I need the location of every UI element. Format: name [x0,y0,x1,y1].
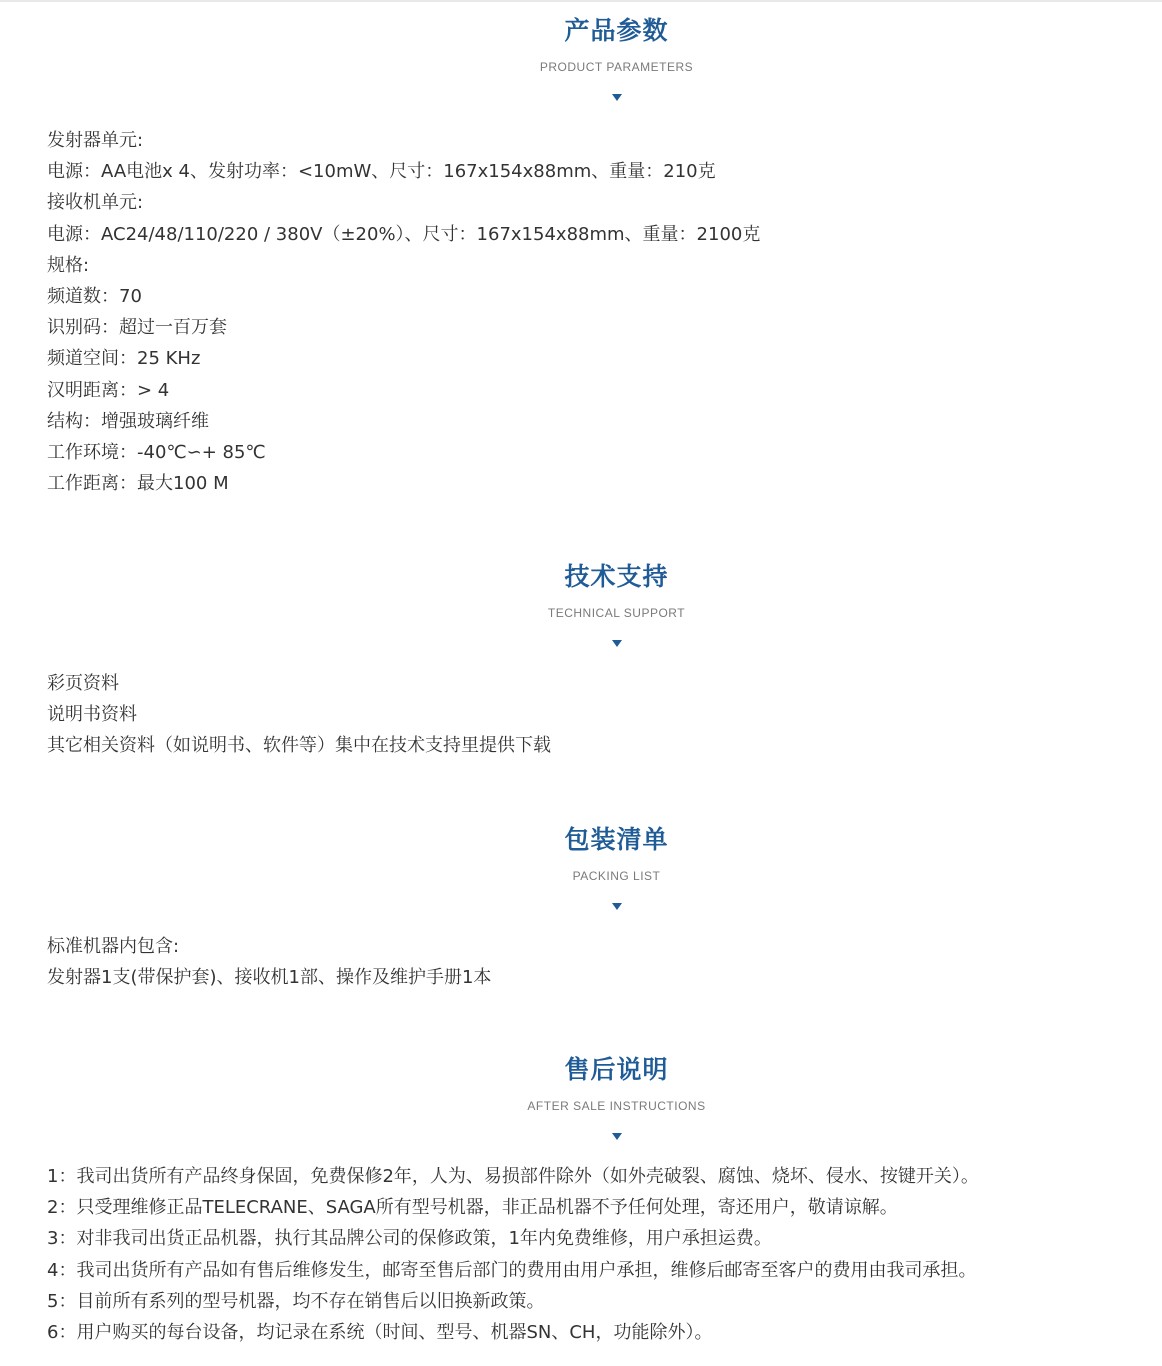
support-text [47,668,1137,762]
text-line: 5：目前所有系列的型号机器，均不存在销售后以旧换新政策。 [47,1290,545,1312]
section-header-after-sale [71,1055,1162,1140]
text-line: 3：对非我司出货正品机器，执行其品牌公司的保修政策，1年内免费维修，用户承担运费。 [47,1228,772,1250]
text-line: 说明书资料 [47,704,137,726]
text-line: 结构：增强玻璃纤维 [47,410,209,432]
text-line: 规格: [47,254,90,276]
params-text [47,125,1137,499]
section-subtitle: PACKING LIST [572,869,661,883]
section-subtitle: PRODUCT PARAMETERS [539,60,694,74]
text-line: 频道数：70 [47,285,142,307]
text-line: 识别码：超过一百万套 [47,317,227,339]
text-line: 工作环境：-40℃∽+ 85℃ [47,441,266,463]
section-title: 售后说明 [564,1055,669,1084]
after-sale-text [47,1161,1137,1348]
text-line: 6：用户购买的每台设备，均记录在系统（时间、型号、机器SN、CH，功能除外）。 [47,1321,713,1343]
text-line: 1：我司出货所有产品终身保固，免费保修2年，人为、易损部件除外（如外壳破裂、腐蚀、烧坏、侵水、按键开关）。 [47,1166,979,1187]
text-line: 发射器1支(带保护套)、接收机1部、操作及维护手册1本 [47,967,492,989]
text-line: 4：我司出货所有产品如有售后维修发生，邮寄至售后部门的费用由用户承担，维修后邮寄至客户的费用由我司承担。 [47,1259,977,1281]
down-triangle-icon [612,640,622,647]
section-subtitle: AFTER SALE INSTRUCTIONS [527,1099,706,1113]
top-divider [0,0,1162,2]
text-line: 2：只受理维修正品TELECRANE、SAGA所有型号机器，非正品机器不予任何处理，寄还用户，敬请谅解。 [47,1197,898,1219]
section-subtitle: TECHNICAL SUPPORT [547,606,686,620]
section-title: 产品参数 [564,16,669,45]
text-line: 频道空间：25 KHz [47,348,201,370]
down-triangle-icon [612,903,622,910]
section-header-params [71,16,1162,101]
text-line: 其它相关资料（如说明书、软件等）集中在技术支持里提供下载 [47,735,551,757]
section-header-packing [71,825,1162,910]
text-line: 工作距离：最大100 M [47,473,229,495]
packing-text [47,931,1137,993]
text-line: 标准机器内包含: [47,936,180,957]
down-triangle-icon [612,1133,622,1140]
text-line: 发射器单元: [47,130,144,151]
text-line: 汉明距离：> 4 [47,379,170,401]
section-header-support [71,562,1162,647]
down-triangle-icon [612,94,622,101]
text-line: 电源：AC24/48/110/220 / 380V（±20%）、尺寸：167x154x88mm、重量：2100克 [47,223,761,245]
section-title: 技术支持 [564,562,669,591]
text-line: 接收机单元: [47,192,144,214]
text-line: 彩页资料 [47,673,119,694]
text-line: 电源：AA电池x 4、发射功率：<10mW、尺寸：167x154x88mm、重量：210克 [47,161,716,183]
section-title: 包装清单 [564,825,669,854]
